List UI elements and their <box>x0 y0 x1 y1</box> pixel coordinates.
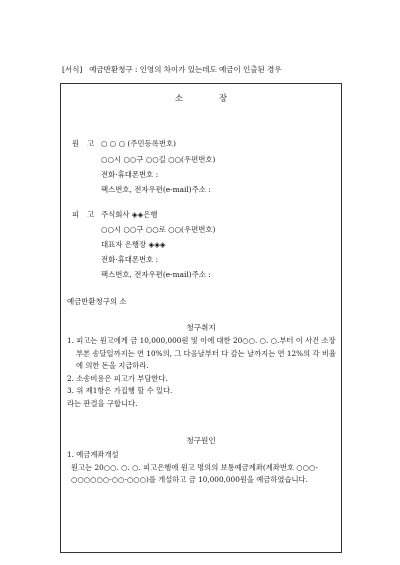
defendant-representative: 대표자 은행장 ◈◈◈ <box>101 240 166 249</box>
document-title <box>61 94 341 102</box>
cause-heading: 청구원인 <box>186 436 216 445</box>
claim-item: 2. 소송비용은 피고가 부담한다. <box>67 373 168 383</box>
defendant-address: ○○시 ○○구 ○○로 ○○(우편번호) <box>101 225 216 234</box>
plaintiff-role-2: 고 <box>87 139 95 148</box>
defendant-role-2: 고 <box>87 210 95 219</box>
defendant-phone: 전화·휴대폰번호 : <box>101 255 159 264</box>
cause-text: 원고는 20○○. ○. ○. 피고은행에 원고 명의의 보통예금계좌(계좌번호 ○○○-○○○○○○-○○-○○○)를 개설하고 금 10,000,000원을 예금하였습니다. <box>71 462 318 484</box>
form-label: [서식] <box>62 65 83 74</box>
claim-heading: 청구취지 <box>186 323 216 332</box>
form-header <box>62 66 362 74</box>
claim-item: 1. 피고는 원고에게 금 10,000,000원 및 이에 대한 20○○. ○. ○.부터 이 사건 소장 부본 송달일까지는 연 10%의, 그 다음날부터 다 갚는 날까지는 연 12%의 각 비율에 의한 돈을 지급하라. <box>67 336 336 370</box>
claim-closing: 라는 판결을 구합니다. <box>67 398 138 408</box>
document-box <box>60 83 342 553</box>
claim-item: 3. 위 제1항은 가집행 할 수 있다. <box>67 386 173 395</box>
defendant-role-1: 피 <box>72 210 80 219</box>
title-char-1: 소 <box>174 93 183 103</box>
cause-section <box>67 449 337 487</box>
title-char-2: 장 <box>219 93 228 103</box>
claims-list <box>67 335 337 410</box>
defendant-name: 주식회사 ◈◈은행 <box>101 210 158 219</box>
form-title: 예금반환청구 : 인영의 차이가 있는데도 예금이 인출된 경우 <box>89 65 282 74</box>
plaintiff-role-1: 원 <box>72 139 80 148</box>
plaintiff-address: ○○시 ○○구 ○○길 ○○(우편번호) <box>101 155 216 164</box>
plaintiff-name: ○ ○ ○ (주민등록번호) <box>101 139 176 148</box>
plaintiff-phone: 전화·휴대폰번호 : <box>101 170 159 179</box>
case-name: 예금반환청구의 소 <box>67 297 127 306</box>
plaintiff-fax-email: 팩스번호, 전자우편(e-mail)주소 : <box>101 185 211 194</box>
defendant-fax-email: 팩스번호, 전자우편(e-mail)주소 : <box>101 270 211 279</box>
cause-subheading: 1. 예금계좌개설 <box>67 450 119 459</box>
